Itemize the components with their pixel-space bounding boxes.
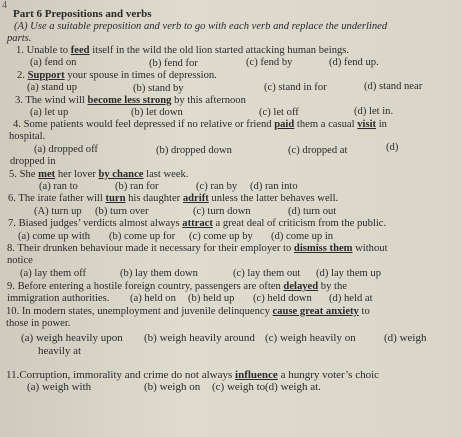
underlined-word: turn — [105, 193, 126, 204]
underlined-word: by chance — [98, 169, 144, 180]
underlined-word: become less strong — [87, 95, 172, 106]
underlined-word: cause great anxiety — [272, 306, 359, 317]
underlined-word: feed — [70, 45, 90, 56]
question-3: 3. The wind will become less strong by this afternoon — [15, 95, 246, 106]
q3-option-a: (a) let up — [30, 107, 69, 118]
q9-option-d: (d) held at — [329, 293, 373, 304]
q9-option-c: (c) held down — [253, 293, 312, 304]
q4-option-a: (a) dropped off — [34, 144, 98, 155]
question-10: 10. In modern states, unemployment and juvenile delinquency cause great anxiety to — [6, 306, 370, 317]
q3-option-d: (d) let in. — [354, 106, 394, 117]
question-5: 5. She met her lover by chance last week. — [9, 169, 189, 180]
question-6: 6. The irate father will turn his daughter adrift unless the latter behaves well. — [8, 193, 339, 204]
q11-option-a: (a) weigh with — [27, 381, 92, 393]
q2-option-a: (a) stand up — [27, 82, 78, 93]
heading: Part 6 Prepositions and verbs — [13, 8, 152, 20]
underlined-word: paid — [274, 119, 295, 130]
q10-option-d: (d) weigh — [384, 332, 427, 344]
q10-option-b: (b) weigh heavily around — [144, 332, 255, 344]
q6-option-c: (c) turn down — [193, 206, 251, 217]
question-2: 2. Support your spouse in times of depression. — [17, 70, 217, 81]
q1-option-d: (d) fend up. — [329, 57, 379, 68]
underlined-word: adrift — [182, 193, 209, 204]
q8-option-c: (c) lay them out — [233, 268, 301, 279]
q10-option-d-continued: heavily at — [38, 345, 82, 357]
q5-option-b: (b) ran for — [115, 181, 159, 192]
q7-option-b: (b) come up for — [109, 231, 176, 242]
question-8-line-2: notice — [7, 255, 33, 266]
q8-option-d: (d) lay them up — [316, 268, 382, 279]
underlined-word: dismiss them — [293, 243, 353, 254]
question-11: 11.Corruption, immorality and crime do not always influence a hungry voter’s choic — [6, 369, 380, 381]
q2-option-d: (d) stand near — [364, 81, 423, 92]
q4-option-b: (b) dropped down — [156, 145, 232, 156]
q11-option-b: (b) weigh on — [144, 381, 201, 393]
q3-option-c: (c) let off — [259, 107, 299, 118]
q7-option-a: (a) come up with — [18, 231, 91, 242]
q1-option-a: (a) fend on — [30, 57, 77, 68]
q6-option-a: (A) turn up — [34, 206, 82, 217]
question-7: 7. Biased judges’ verdicts almost always attract a great deal of criticism from the public. — [8, 218, 387, 229]
q7-option-c: (c) come up by — [189, 231, 253, 242]
corner-mark: 4 — [2, 0, 7, 11]
q8-option-a: (a) lay them off — [20, 268, 86, 279]
underlined-word: Support — [27, 70, 65, 81]
q10-option-c: (c) weigh heavily on — [265, 332, 356, 344]
q2-option-c: (c) stand in for — [264, 82, 327, 93]
underlined-word: visit — [357, 119, 377, 130]
q6-option-b: (b) turn over — [95, 206, 149, 217]
q1-option-b: (b) fend for — [149, 58, 198, 69]
q2-option-b: (b) stand by — [133, 83, 184, 94]
q5-option-d: (d) ran into — [250, 181, 298, 192]
instruction-line-1: (A) Use a suitable preposition and verb to go with each verb and replace the underlined — [14, 21, 388, 32]
q8-option-b: (b) lay them down — [120, 268, 198, 279]
underlined-word: influence — [235, 369, 278, 381]
question-8: 8. Their drunken behaviour made it necessary for their employer to dismiss them without — [7, 243, 388, 254]
q7-option-d: (d) come up in — [271, 231, 334, 242]
q3-option-b: (b) let down — [131, 107, 183, 118]
underlined-word: attract — [182, 218, 213, 229]
question-4: 4. Some patients would feel depressed if no relative or friend paid them a casual visit in — [13, 119, 387, 130]
instruction-line-2: parts. — [7, 33, 32, 44]
q10-option-a: (a) weigh heavily upon — [21, 332, 123, 344]
underlined-word: delayed — [283, 281, 319, 292]
question-10-line-2: those in power. — [6, 318, 71, 329]
q4-option-d: (d) — [386, 142, 399, 153]
question-1: 1. Unable to feed itself in the wild the old lion started attacking human beings. — [16, 45, 350, 56]
q1-option-c: (c) fend by — [246, 57, 293, 68]
q4-option-c: (c) dropped at — [288, 145, 348, 156]
question-4-line-2: hospital. — [9, 131, 46, 142]
q11-option-d: (d) weigh at. — [265, 381, 321, 393]
q5-option-a: (a) ran to — [39, 181, 78, 192]
question-9-line-2: immigration authorities. — [7, 293, 110, 304]
underlined-word: met — [38, 169, 56, 180]
q5-option-c: (c) ran by — [196, 181, 238, 192]
q9-option-a: (a) held on — [130, 293, 176, 304]
q4-option-d-continued: dropped in — [10, 156, 56, 167]
question-9: 9. Before entering a hostile foreign country, passengers are often delayed by the — [7, 281, 347, 292]
q11-option-c: (c) weigh to — [212, 381, 266, 393]
q9-option-b: (b) held up — [188, 293, 235, 304]
q6-option-d: (d) turn out — [288, 206, 337, 217]
